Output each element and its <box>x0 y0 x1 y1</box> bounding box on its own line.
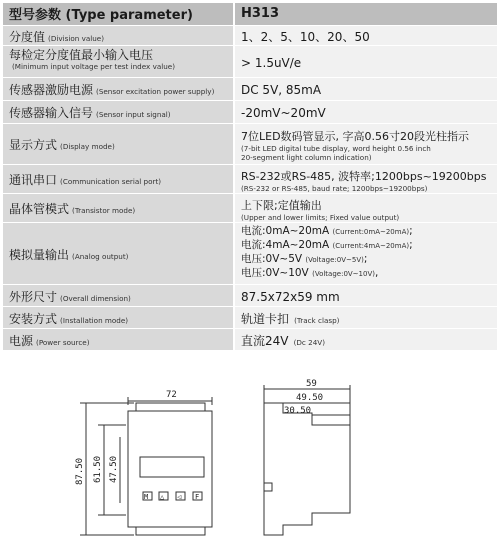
analog-line <box>241 225 491 239</box>
row-key-zh: 模拟量输出 <box>9 247 70 262</box>
analog-line-en: (Current:4mA~20mA) <box>332 242 410 250</box>
row-key <box>3 123 234 164</box>
row-value-text: 1、2、5、10、20、50 <box>241 29 370 44</box>
rail-clip <box>264 483 272 491</box>
header-left <box>3 3 234 25</box>
row-value <box>234 45 497 77</box>
row-key <box>3 306 234 328</box>
row-key-zh: 传感器激励电源 <box>9 83 94 97</box>
row-value-text: DC 5V, 85mA <box>241 83 322 97</box>
row-value-en-2: 20-segment light column indication) <box>241 153 372 162</box>
row-key-en: (Division value) <box>48 33 105 43</box>
row-key-en: (Sensor excitation power supply) <box>96 87 215 96</box>
analog-line <box>241 267 491 281</box>
dimension-drawing <box>0 375 500 553</box>
row-key-en: (Analog output) <box>72 251 129 261</box>
row-key <box>3 193 234 222</box>
row-value <box>234 306 497 328</box>
spec-table <box>3 3 497 351</box>
row-key-zh: 通讯串口 <box>9 173 58 187</box>
row-key-en: (Power source) <box>36 337 90 347</box>
analog-line-tail: ; <box>363 253 368 265</box>
row-key-en: (Overall dimension) <box>60 293 131 303</box>
row-value-text: 直流24V <box>241 333 289 348</box>
row-value-text: 7位LED数码管显示, 字高0.56寸20段光柱指示 <box>241 130 470 143</box>
row-value <box>234 284 497 306</box>
row-key-zh: 每检定分度值最小输入电压 <box>9 48 154 62</box>
row-value-text: 上下限;定值输出 <box>241 198 322 212</box>
row-value <box>234 193 497 222</box>
header-left-en: (Type parameter) <box>65 8 193 24</box>
button-m-label: M <box>144 493 149 501</box>
row-value-en: (Track clasp) <box>294 315 340 325</box>
row-value <box>234 222 497 284</box>
side-label-59: 59 <box>306 379 317 389</box>
row-value-en: (Dc 24V) <box>293 337 326 347</box>
table-row <box>3 77 497 100</box>
table-row <box>3 45 497 77</box>
front-top-lip <box>136 403 205 411</box>
row-key-en: (Display mode) <box>60 142 115 151</box>
row-key <box>3 328 234 350</box>
row-key-zh: 外形尺寸 <box>9 289 58 304</box>
analog-line-zh: 电流:4mA~20mA <box>241 239 330 251</box>
height-label-inner: 47.50 <box>109 455 119 483</box>
row-value <box>234 123 497 164</box>
height-label-outer: 87.50 <box>75 457 85 485</box>
analog-line-zh: 电压:0V~10V <box>241 267 309 279</box>
analog-line-zh: 电压:0V~5V <box>241 253 303 265</box>
width-label: 72 <box>166 390 177 400</box>
analog-line <box>241 239 491 253</box>
row-key-zh: 安装方式 <box>9 311 58 326</box>
analog-line-zh: 电流:0mA~20mA <box>241 225 330 237</box>
row-value <box>234 328 497 350</box>
side-outline <box>264 403 350 535</box>
row-key <box>3 100 234 123</box>
row-value-text: 87.5x72x59 mm <box>241 289 340 304</box>
table-row <box>3 100 497 123</box>
table-row <box>3 193 497 222</box>
row-value <box>234 100 497 123</box>
row-value-text: 轨道卡扣 <box>241 311 290 326</box>
row-value <box>234 25 497 45</box>
display-window <box>140 457 204 477</box>
row-key-zh: 晶体管模式 <box>9 202 70 216</box>
row-value-en: (7-bit LED digital tube display, word height 0.56 inch <box>241 144 431 153</box>
row-value <box>234 77 497 100</box>
row-key <box>3 77 234 100</box>
row-key-zh: 电源 <box>9 333 34 348</box>
row-key-zh: 显示方式 <box>9 138 58 152</box>
row-value-en: (Upper and lower limits; Fixed value output) <box>241 212 400 222</box>
front-bottom-lip <box>136 527 205 535</box>
table-row <box>3 306 497 328</box>
row-key-en: (Installation mode) <box>60 315 129 325</box>
row-key-zh: 传感器输入信号 <box>9 106 94 120</box>
table-row <box>3 164 497 193</box>
table-row <box>3 284 497 306</box>
front-outline <box>128 411 212 527</box>
table-row <box>3 25 497 45</box>
side-label-4950: 49.50 <box>296 393 324 403</box>
row-key-en: (Minimum input voltage per test index value) <box>12 62 176 71</box>
row-value-text: -20mV~20mV <box>241 106 326 120</box>
row-value-text: RS-232或RS-485, 波特率;1200bps~19200bps <box>241 169 487 183</box>
row-key-zh: 分度值 <box>9 29 46 44</box>
side-label-3050: 30.50 <box>284 406 312 416</box>
row-key-en: (Transistor mode) <box>72 206 136 215</box>
button-f-label: F <box>195 493 200 501</box>
analog-line <box>241 253 491 267</box>
row-key <box>3 284 234 306</box>
side-dim-59 <box>264 385 350 425</box>
button-up-label: △ <box>160 493 165 501</box>
row-key-en: (Communication serial port) <box>60 177 162 186</box>
row-key <box>3 25 234 45</box>
row-value <box>234 164 497 193</box>
analog-line-tail: , <box>374 267 379 279</box>
height-label-middle: 61.50 <box>93 455 103 483</box>
row-key-en: (Sensor input signal) <box>96 110 171 119</box>
analog-line-en: (Voltage:0V~5V) <box>305 256 364 264</box>
row-value-en: (RS-232 or RS-485, baud rate; 1200bps~19200bps) <box>241 183 428 193</box>
row-key <box>3 45 234 77</box>
analog-line-tail: ; <box>409 239 413 251</box>
table-row <box>3 222 497 284</box>
analog-line-tail: ; <box>409 225 413 237</box>
row-key <box>3 164 234 193</box>
table-row <box>3 328 497 350</box>
analog-line-en: (Voltage:0V~10V) <box>312 270 375 278</box>
table-row <box>3 123 497 164</box>
row-value-text: > 1.5uV/e <box>241 55 302 70</box>
row-key <box>3 222 234 284</box>
table-header-row <box>3 3 497 25</box>
header-left-zh: 型号参数 <box>9 8 62 24</box>
analog-line-en: (Current:0mA~20mA) <box>332 228 410 236</box>
header-right: H313 <box>234 3 497 25</box>
button-left-label: ◁ <box>177 493 182 501</box>
